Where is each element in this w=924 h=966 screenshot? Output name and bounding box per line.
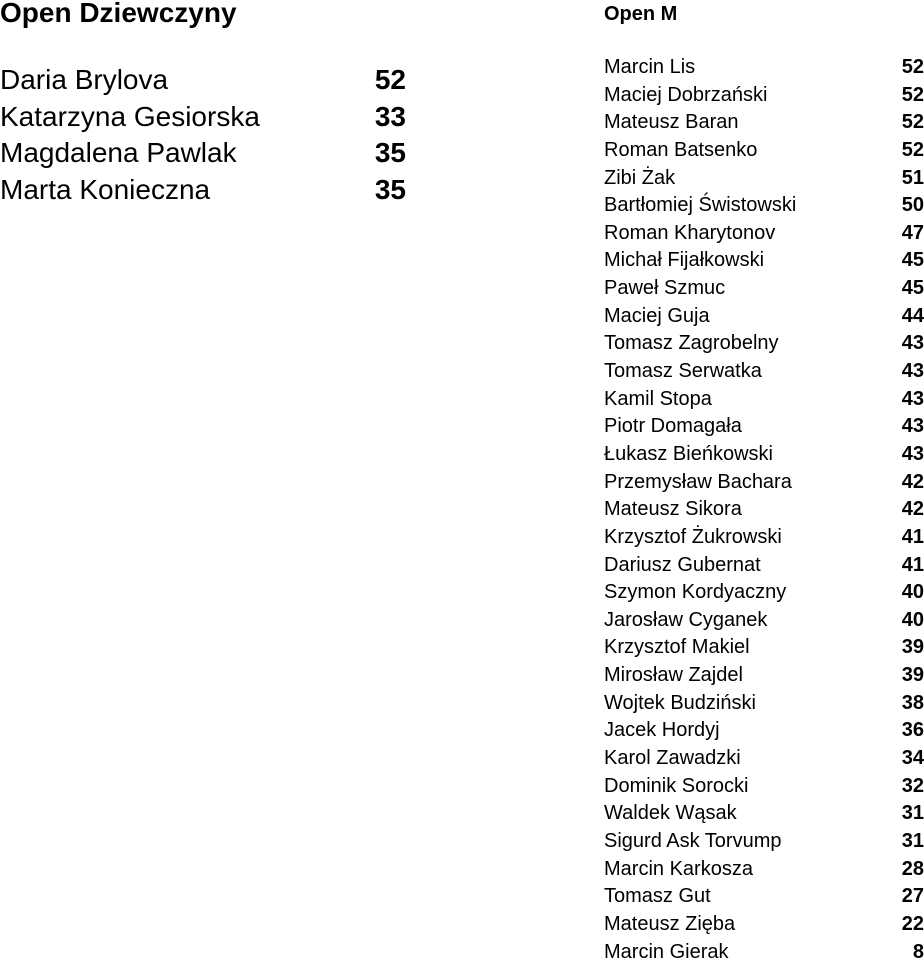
competitor-score: 52 <box>902 109 924 137</box>
list-item <box>604 662 924 690</box>
competitor-score: 31 <box>902 800 924 828</box>
competitor-name: Mirosław Zajdel <box>604 662 743 690</box>
list-item <box>604 469 924 497</box>
list-item <box>604 690 924 718</box>
competitor-score: 28 <box>902 856 924 884</box>
competitor-name: Katarzyna Gesiorska <box>0 99 260 136</box>
competitor-name: Szymon Kordyaczny <box>604 579 786 607</box>
competitor-name: Marcin Karkosza <box>604 856 753 884</box>
list-item <box>604 911 924 939</box>
competitor-score: 35 <box>375 172 406 209</box>
list-item <box>604 386 924 414</box>
list-item <box>604 165 924 193</box>
competitor-score: 8 <box>913 939 924 966</box>
competitor-name: Krzysztof Makiel <box>604 634 750 662</box>
list-item <box>604 275 924 303</box>
competitor-score: 45 <box>902 247 924 275</box>
competitor-score: 43 <box>902 413 924 441</box>
competitor-score: 35 <box>375 135 406 172</box>
competitor-name: Kamil Stopa <box>604 386 712 414</box>
competitor-name: Krzysztof Żukrowski <box>604 524 782 552</box>
competitor-name: Waldek Wąsak <box>604 800 737 828</box>
competitor-score: 42 <box>902 469 924 497</box>
list-item <box>604 524 924 552</box>
competitor-name: Piotr Domagała <box>604 413 742 441</box>
open-m-title: Open M <box>604 2 677 26</box>
open-dziewczyny-title: Open Dziewczyny <box>0 0 237 30</box>
competitor-name: Mateusz Baran <box>604 109 739 137</box>
competitor-score: 41 <box>902 552 924 580</box>
competitor-score: 39 <box>902 634 924 662</box>
list-item <box>604 82 924 110</box>
competitor-name: Mateusz Sikora <box>604 496 742 524</box>
list-item <box>604 192 924 220</box>
competitor-name: Sigurd Ask Torvump <box>604 828 782 856</box>
list-item <box>604 579 924 607</box>
competitor-score: 50 <box>902 192 924 220</box>
list-item <box>604 773 924 801</box>
list-item <box>604 634 924 662</box>
competitor-name: Karol Zawadzki <box>604 745 741 773</box>
competitor-name: Przemysław Bachara <box>604 469 792 497</box>
competitor-score: 44 <box>902 303 924 331</box>
competitor-score: 40 <box>902 607 924 635</box>
list-item <box>604 109 924 137</box>
competitor-score: 27 <box>902 883 924 911</box>
competitor-score: 34 <box>902 745 924 773</box>
list-item <box>604 496 924 524</box>
competitor-score: 52 <box>375 62 406 99</box>
list-item <box>604 220 924 248</box>
competitor-name: Tomasz Zagrobelny <box>604 330 779 358</box>
competitor-name: Łukasz Bieńkowski <box>604 441 773 469</box>
competitor-name: Maciej Dobrzański <box>604 82 767 110</box>
competitor-score: 39 <box>902 662 924 690</box>
list-item <box>604 54 924 82</box>
list-item <box>604 552 924 580</box>
list-item <box>0 62 420 99</box>
competitor-score: 52 <box>902 54 924 82</box>
competitor-score: 22 <box>902 911 924 939</box>
competitor-score: 43 <box>902 358 924 386</box>
open-dziewczyny-list <box>0 62 420 208</box>
list-item <box>604 358 924 386</box>
competitor-name: Daria Brylova <box>0 62 168 99</box>
competitor-score: 52 <box>902 137 924 165</box>
competitor-name: Zibi Żak <box>604 165 675 193</box>
list-item <box>604 247 924 275</box>
competitor-name: Michał Fijałkowski <box>604 247 764 275</box>
competitor-name: Tomasz Gut <box>604 883 711 911</box>
competitor-name: Bartłomiej Świstowski <box>604 192 796 220</box>
competitor-name: Marcin Lis <box>604 54 695 82</box>
competitor-name: Paweł Szmuc <box>604 275 725 303</box>
competitor-score: 38 <box>902 690 924 718</box>
list-item <box>0 135 420 172</box>
list-item <box>604 303 924 331</box>
list-item <box>604 413 924 441</box>
list-item <box>604 800 924 828</box>
competitor-score: 47 <box>902 220 924 248</box>
competitor-name: Roman Batsenko <box>604 137 757 165</box>
competitor-name: Dominik Sorocki <box>604 773 748 801</box>
competitor-name: Tomasz Serwatka <box>604 358 762 386</box>
competitor-score: 43 <box>902 330 924 358</box>
competitor-score: 52 <box>902 82 924 110</box>
competitor-score: 41 <box>902 524 924 552</box>
list-item <box>604 745 924 773</box>
list-item <box>0 99 420 136</box>
list-item <box>604 137 924 165</box>
competitor-score: 43 <box>902 386 924 414</box>
list-item <box>604 856 924 884</box>
list-item <box>0 172 420 209</box>
list-item <box>604 828 924 856</box>
competitor-name: Roman Kharytonov <box>604 220 775 248</box>
competitor-name: Dariusz Gubernat <box>604 552 761 580</box>
competitor-name: Maciej Guja <box>604 303 710 331</box>
list-item <box>604 939 924 966</box>
competitor-name: Jacek Hordyj <box>604 717 720 745</box>
competitor-score: 43 <box>902 441 924 469</box>
competitor-name: Marcin Gierak <box>604 939 728 966</box>
competitor-score: 36 <box>902 717 924 745</box>
open-m-list <box>604 54 924 966</box>
list-item <box>604 441 924 469</box>
list-item <box>604 883 924 911</box>
competitor-name: Jarosław Cyganek <box>604 607 767 635</box>
competitor-score: 51 <box>902 165 924 193</box>
competitor-score: 42 <box>902 496 924 524</box>
list-item <box>604 717 924 745</box>
competitor-score: 33 <box>375 99 406 136</box>
competitor-score: 45 <box>902 275 924 303</box>
competitor-score: 32 <box>902 773 924 801</box>
list-item <box>604 330 924 358</box>
competitor-score: 40 <box>902 579 924 607</box>
competitor-name: Marta Konieczna <box>0 172 210 209</box>
competitor-score: 31 <box>902 828 924 856</box>
competitor-name: Wojtek Budziński <box>604 690 756 718</box>
competitor-name: Mateusz Zięba <box>604 911 735 939</box>
competitor-name: Magdalena Pawlak <box>0 135 237 172</box>
list-item <box>604 607 924 635</box>
